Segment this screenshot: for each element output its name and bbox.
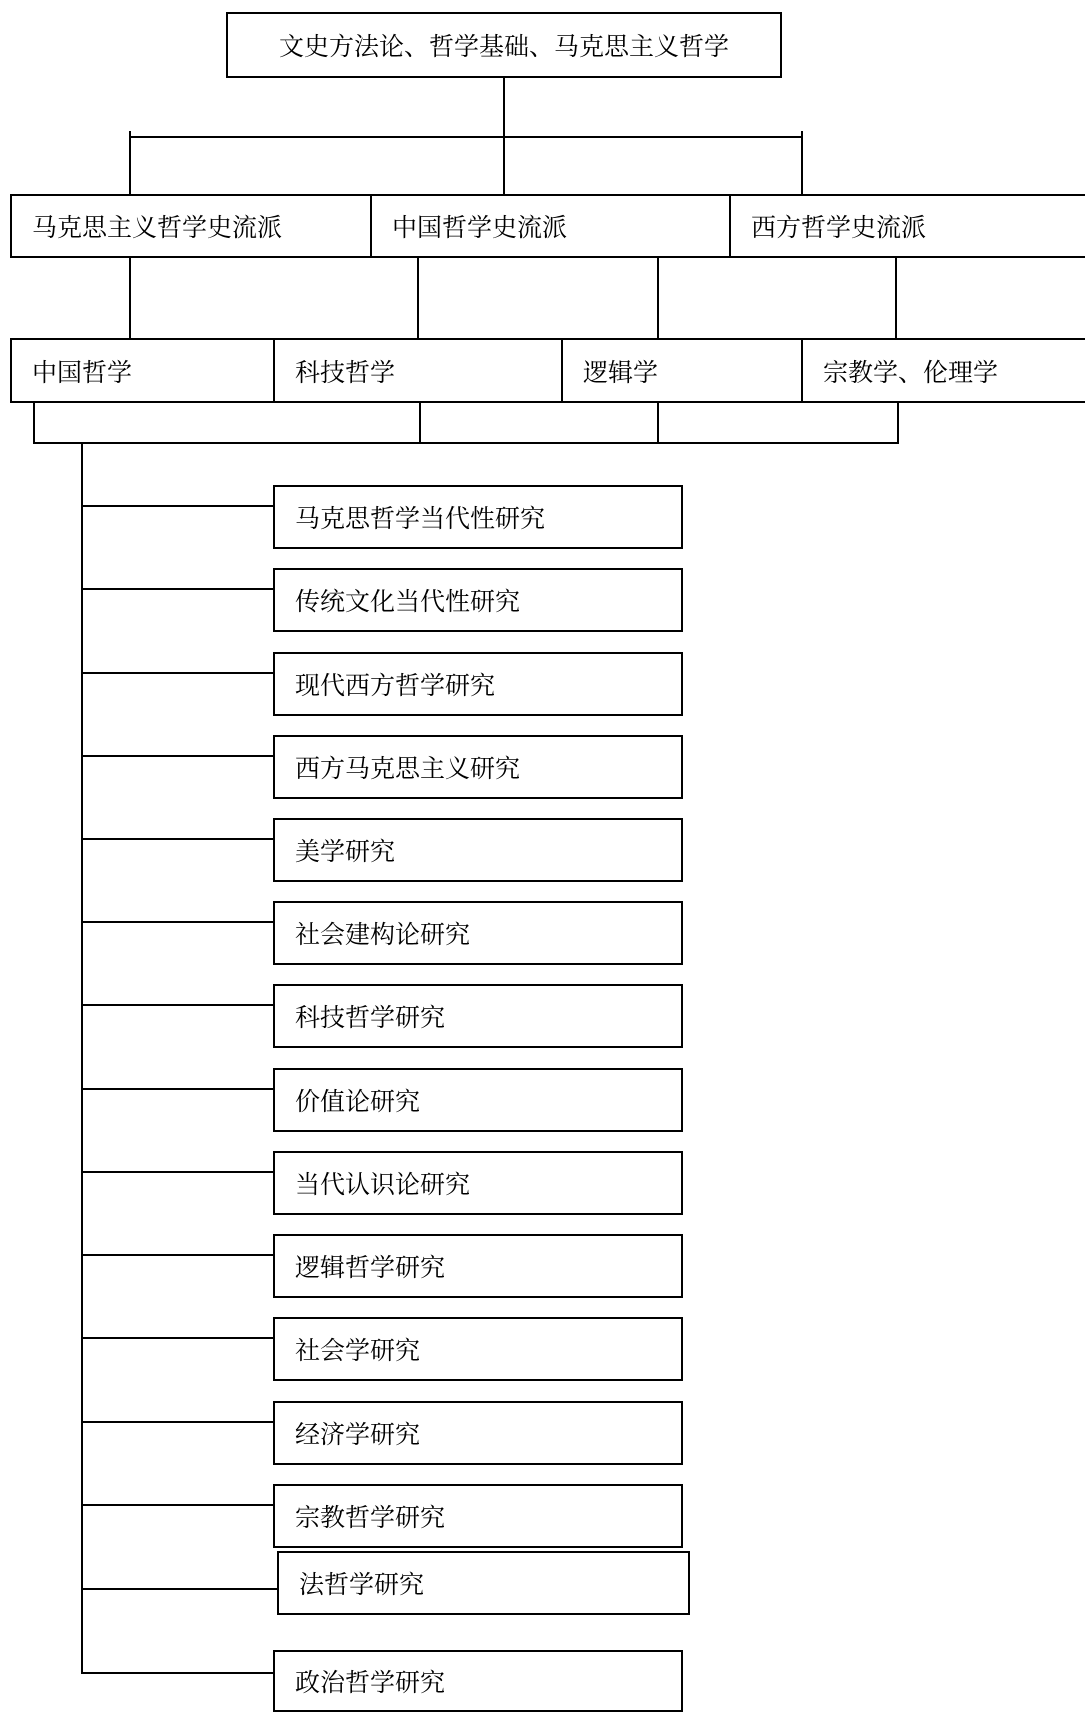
level2-node-label: 科技哲学: [295, 357, 396, 387]
research-node-philosophy-of-logic: [273, 1234, 683, 1298]
connector-research-branch-15: [81, 1672, 274, 1674]
connector-level1-bus: [129, 136, 803, 138]
level1-node-marxist: [10, 194, 372, 258]
research-node-philosophy-of-law: [277, 1551, 690, 1615]
research-node-marx-contemporary: [273, 485, 683, 549]
level2-node-philosophy-of-science: [273, 338, 563, 403]
connector-merge-drop-2: [419, 402, 421, 444]
connector-level2-drop-3: [657, 257, 659, 339]
level2-node-label: 逻辑学: [583, 357, 659, 387]
root-node-label: 文史方法论、哲学基础、马克思主义哲学: [278, 32, 729, 61]
research-node-social-constructionism: [273, 901, 683, 965]
research-node-political-philosophy: [273, 1650, 683, 1712]
research-node-label: 传统文化当代性研究: [295, 587, 521, 616]
research-node-label: 经济学研究: [295, 1420, 421, 1449]
research-node-label: 现代西方哲学研究: [295, 671, 496, 700]
research-node-traditional-culture: [273, 568, 683, 632]
connector-level2-drop-1: [129, 257, 131, 339]
connector-research-trunk: [81, 443, 83, 1674]
level2-node-label: 宗教学、伦理学: [823, 357, 999, 387]
connector-research-branch-4: [81, 755, 274, 757]
level1-node-chinese: [370, 194, 731, 258]
connector-level1-drop-3: [801, 131, 803, 195]
connector-research-branch-14: [81, 1588, 278, 1590]
level2-node-chinese-philosophy: [10, 338, 275, 403]
research-node-label: 西方马克思主义研究: [295, 754, 521, 783]
research-node-philosophy-of-technology: [273, 984, 683, 1048]
level2-node-label: 中国哲学: [32, 357, 133, 387]
connector-research-branch-1: [81, 505, 274, 507]
connector-research-branch-6: [81, 921, 274, 923]
connector-level1-drop-1: [129, 131, 131, 195]
research-node-aesthetics: [273, 818, 683, 882]
research-node-epistemology: [273, 1151, 683, 1215]
level2-node-logic: [561, 338, 803, 403]
research-node-economics: [273, 1401, 683, 1465]
connector-level2-drop-2: [417, 257, 419, 339]
research-node-label: 宗教哲学研究: [295, 1503, 446, 1532]
root-node: [226, 12, 782, 78]
connector-research-branch-9: [81, 1171, 274, 1173]
connector-merge-drop-1: [33, 402, 35, 444]
research-node-sociology: [273, 1317, 683, 1381]
connector-research-branch-13: [81, 1504, 274, 1506]
level1-node-western: [729, 194, 1085, 258]
connector-merge-drop-3: [657, 402, 659, 444]
research-node-modern-western: [273, 652, 683, 716]
connector-research-branch-5: [81, 838, 274, 840]
connector-research-branch-2: [81, 588, 274, 590]
connector-research-branch-10: [81, 1254, 274, 1256]
research-node-western-marxism: [273, 735, 683, 799]
level1-node-label: 西方哲学史流派: [751, 213, 927, 242]
connector-research-branch-11: [81, 1337, 274, 1339]
research-node-axiology: [273, 1068, 683, 1132]
connector-merge-drop-4: [897, 402, 899, 444]
research-node-label: 法哲学研究: [299, 1570, 425, 1599]
connector-research-branch-8: [81, 1088, 274, 1090]
research-node-label: 马克思哲学当代性研究: [295, 504, 546, 533]
level1-node-label: 中国哲学史流派: [392, 213, 568, 242]
connector-merge-bus: [33, 442, 899, 444]
level2-node-religion-ethics: [801, 338, 1085, 403]
connector-research-branch-7: [81, 1004, 274, 1006]
research-node-label: 当代认识论研究: [295, 1170, 471, 1199]
connector-root-down: [503, 77, 505, 137]
research-node-label: 科技哲学研究: [295, 1003, 446, 1032]
research-node-label: 社会学研究: [295, 1336, 421, 1365]
connector-level2-drop-4: [895, 257, 897, 339]
connector-research-branch-12: [81, 1421, 274, 1423]
connector-research-branch-3: [81, 672, 274, 674]
research-node-label: 社会建构论研究: [295, 920, 471, 949]
research-node-label: 逻辑哲学研究: [295, 1253, 446, 1282]
research-node-label: 政治哲学研究: [295, 1668, 446, 1697]
research-node-label: 价值论研究: [295, 1087, 421, 1116]
level1-node-label: 马克思主义哲学史流派: [32, 213, 283, 242]
research-node-label: 美学研究: [295, 837, 396, 866]
connector-level1-drop-2: [503, 137, 505, 195]
research-node-philosophy-of-religion: [273, 1484, 683, 1548]
